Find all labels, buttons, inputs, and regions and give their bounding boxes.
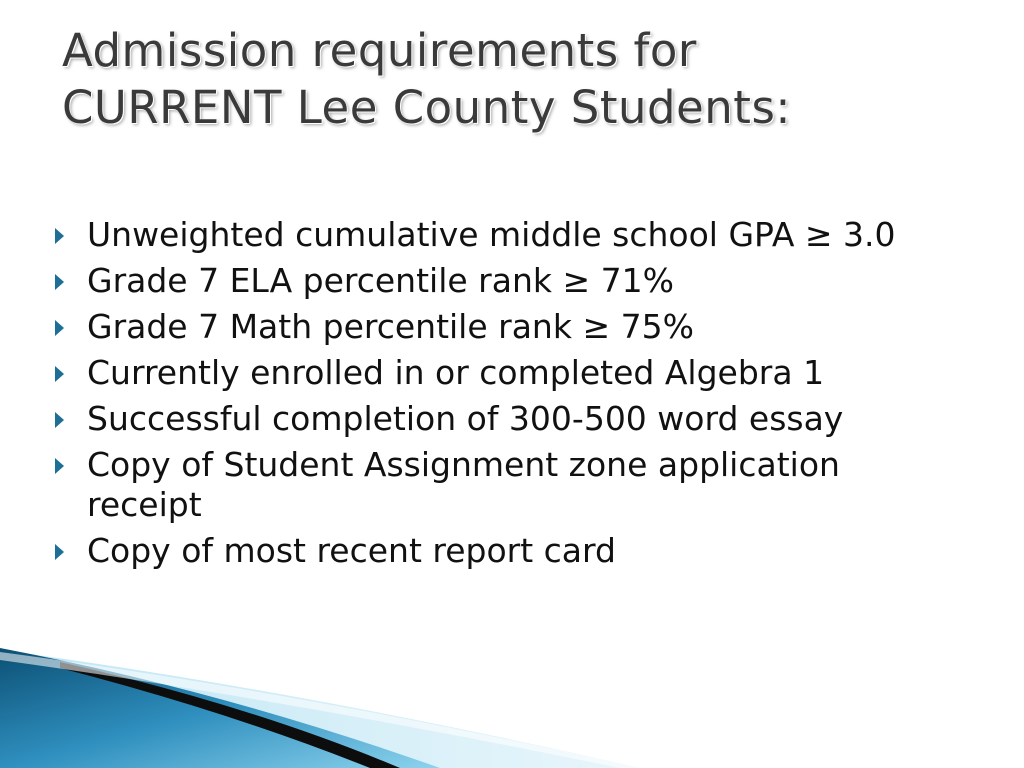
list-item xyxy=(55,215,955,255)
list-item xyxy=(55,261,955,301)
list-item xyxy=(55,307,955,347)
list-item-text: Grade 7 Math percentile rank ≥ 75% xyxy=(87,307,694,346)
triangle-bullet-icon xyxy=(55,544,64,560)
list-item xyxy=(55,399,955,439)
title-line-2: CURRENT Lee County Students: xyxy=(62,81,792,134)
list-item xyxy=(55,445,955,525)
list-item xyxy=(55,531,955,571)
triangle-bullet-icon xyxy=(55,366,64,382)
triangle-bullet-icon xyxy=(55,228,64,244)
triangle-bullet-icon xyxy=(55,412,64,428)
list-item xyxy=(55,353,955,393)
list-item-text: Copy of most recent report card xyxy=(87,531,616,570)
triangle-bullet-icon xyxy=(55,274,64,290)
triangle-bullet-icon xyxy=(55,320,64,336)
list-item-text: Unweighted cumulative middle school GPA ≥ 3.0 xyxy=(87,215,896,254)
list-item-text: Successful completion of 300-500 word essay xyxy=(87,399,844,438)
list-item-text: Currently enrolled in or completed Algebra 1 xyxy=(87,353,825,392)
triangle-bullet-icon xyxy=(55,458,64,474)
list-item-text: Copy of Student Assignment zone application receipt xyxy=(87,445,840,524)
slide-title xyxy=(62,22,962,136)
list-item-text: Grade 7 ELA percentile rank ≥ 71% xyxy=(87,261,674,300)
requirements-list xyxy=(55,215,955,577)
title-line-1: Admission requirements for xyxy=(62,24,697,77)
